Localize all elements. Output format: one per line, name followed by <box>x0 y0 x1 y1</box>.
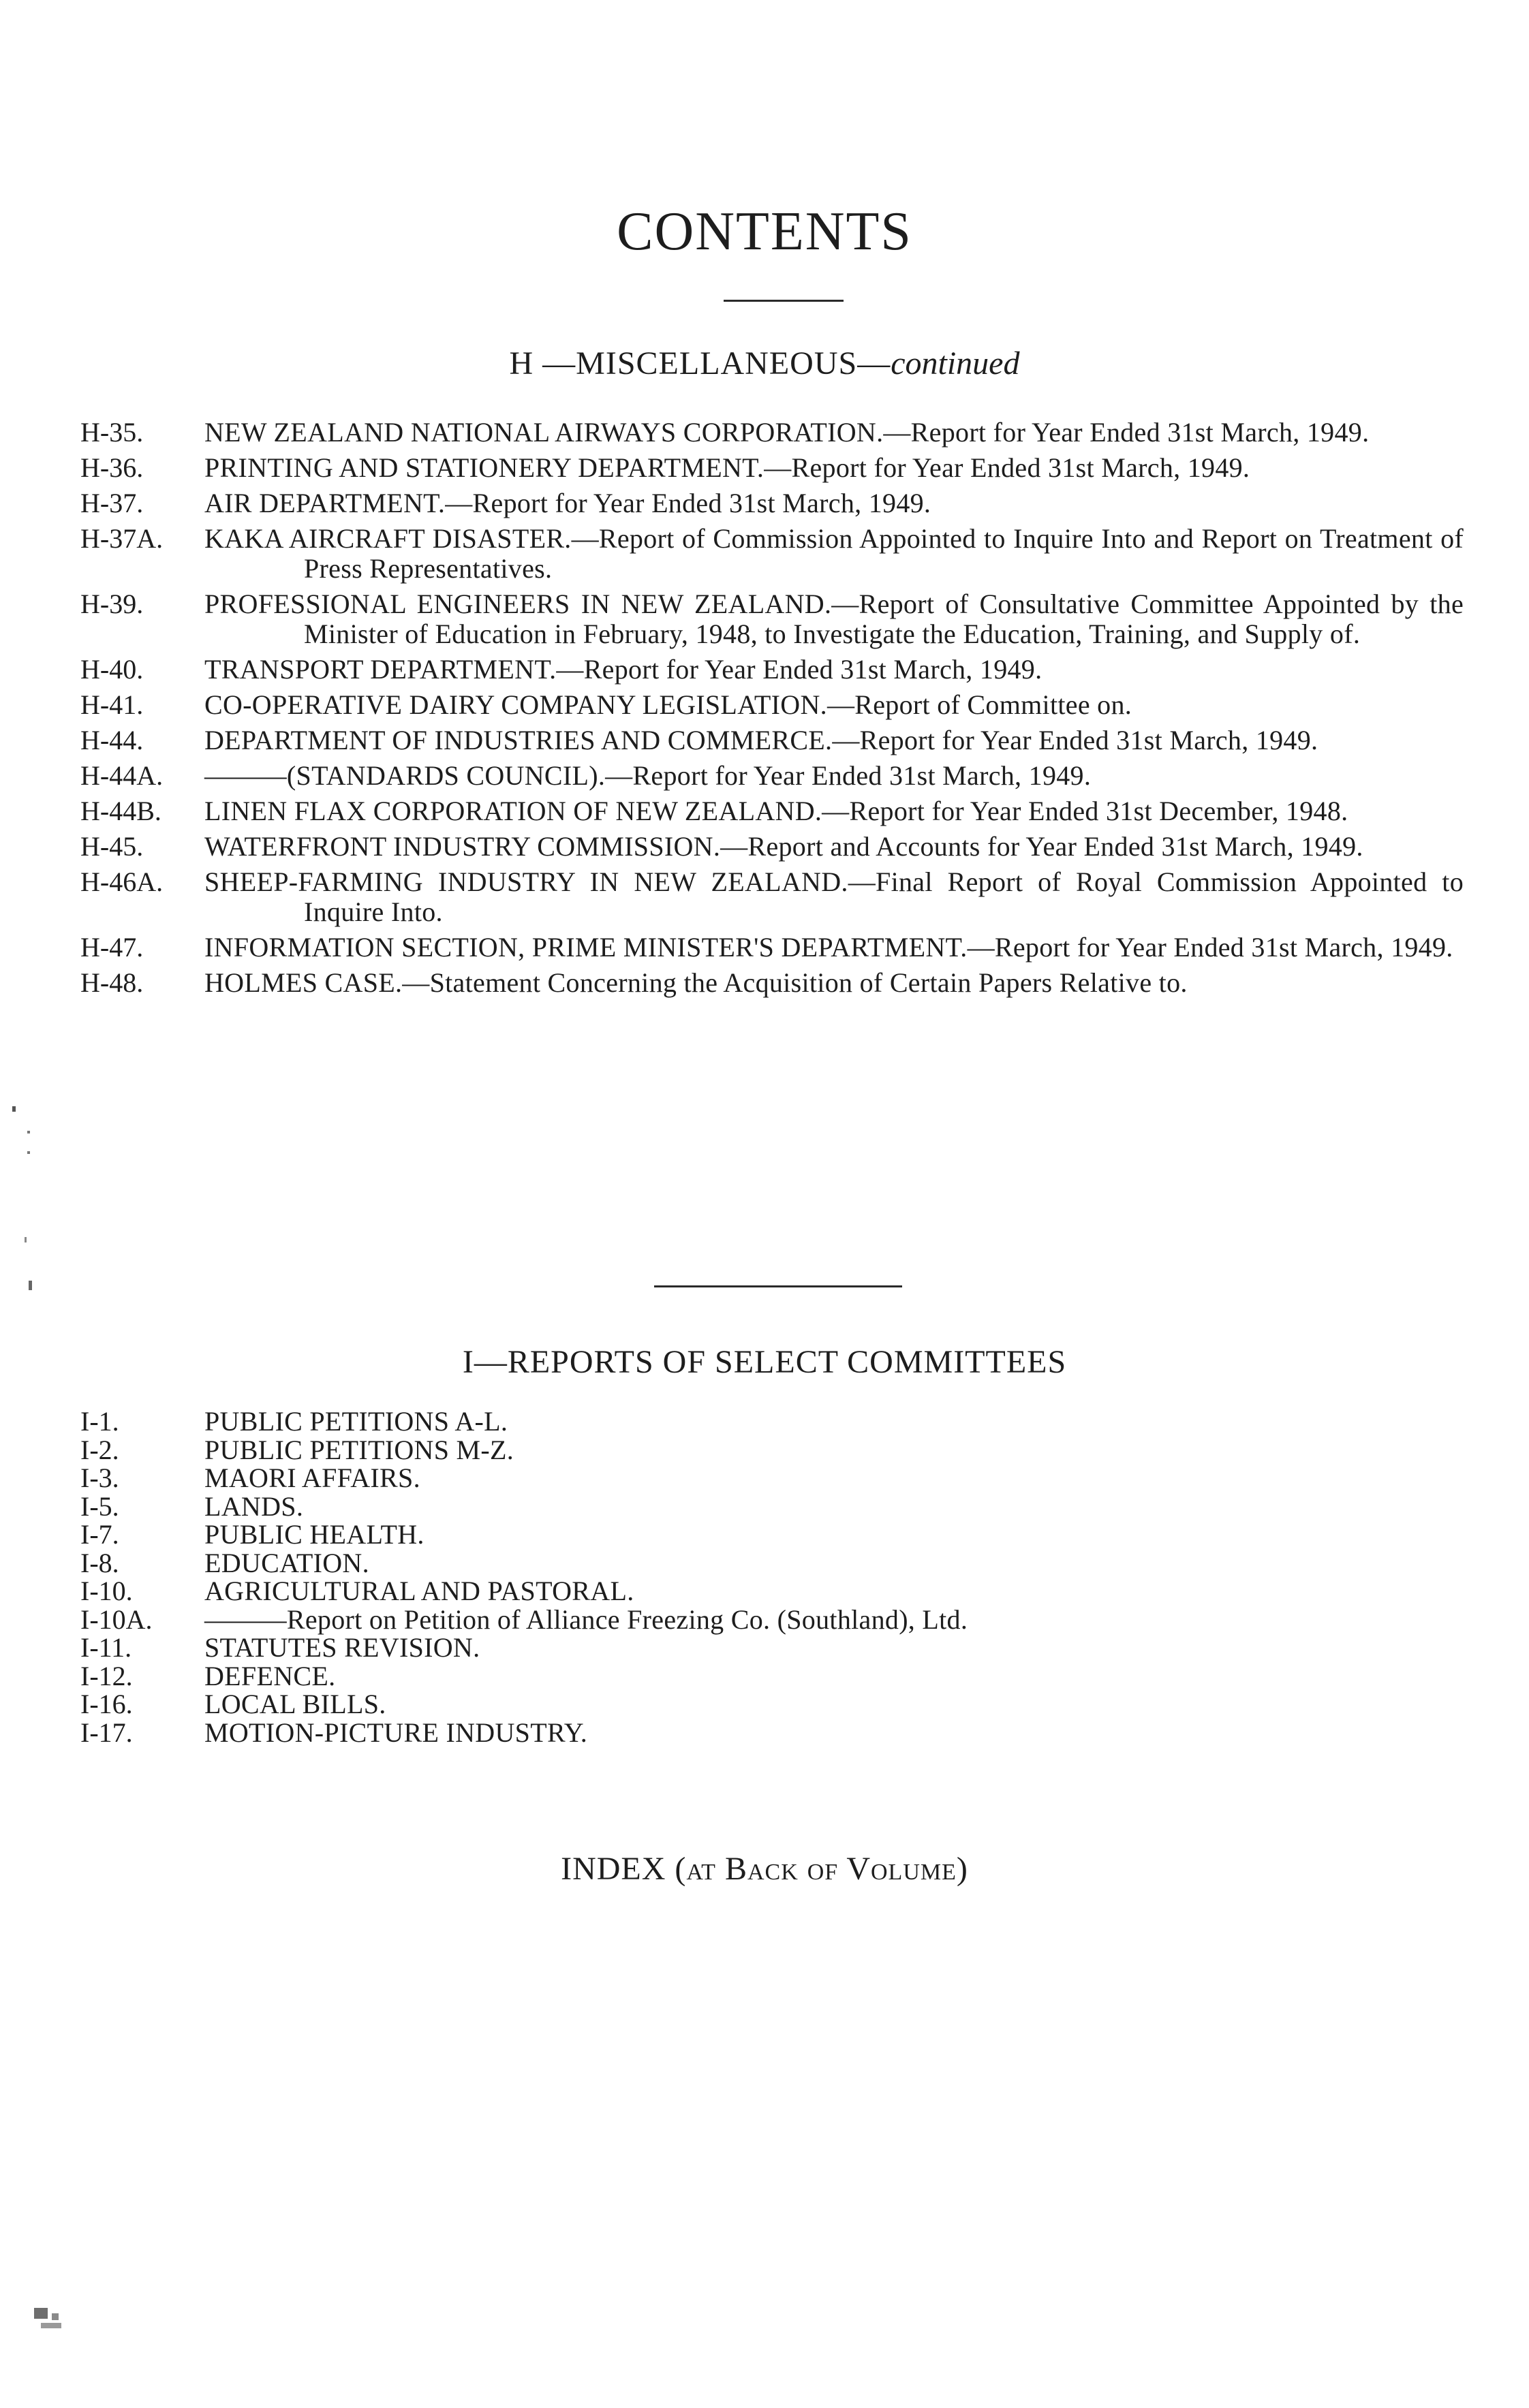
list-item <box>80 1719 1464 1747</box>
entry-code: I-3. <box>80 1463 119 1493</box>
list-item <box>80 589 1464 649</box>
entry-text: PUBLIC PETITIONS A-L. <box>204 1406 508 1437</box>
entry-text: ———Report on Petition of Alliance Freezing Co. (Southland), Ltd. <box>204 1604 968 1635</box>
list-item <box>80 453 1464 483</box>
entry-code: I-10. <box>80 1576 133 1606</box>
entry-text: DEFENCE. <box>204 1660 336 1691</box>
list-item <box>80 1464 1464 1492</box>
list-item <box>80 1662 1464 1691</box>
scan-speck <box>27 1151 30 1154</box>
list-item <box>80 1549 1464 1578</box>
entry-code: H-41. <box>80 689 144 720</box>
entry-text: AIR DEPARTMENT.—Report for Year Ended 31st March, 1949. <box>204 488 931 518</box>
entry-code: H-37. <box>80 488 144 518</box>
entry-text: DEPARTMENT OF INDUSTRIES AND COMMERCE.—Report for Year Ended 31st March, 1949. <box>204 725 1318 755</box>
scan-speck <box>52 2313 59 2320</box>
scan-speck <box>12 1106 16 1112</box>
index-note <box>0 1853 1529 1886</box>
entry-text: LANDS. <box>204 1490 304 1522</box>
entry-code: H-39. <box>80 589 144 619</box>
scan-speck <box>25 1237 27 1242</box>
index-prefix: INDEX ( <box>561 1851 687 1887</box>
scan-speck <box>29 1281 32 1290</box>
list-item <box>80 690 1464 720</box>
entry-code: H-46A. <box>80 866 164 897</box>
scan-speck <box>34 2308 48 2319</box>
entry-code: I-2. <box>80 1434 119 1465</box>
entry-code: H-35. <box>80 417 144 448</box>
section-h-list <box>80 418 1464 1003</box>
section-h-heading-continued: continued <box>891 345 1020 381</box>
list-item <box>80 1577 1464 1606</box>
entry-text: AGRICULTURAL AND PASTORAL. <box>204 1576 634 1606</box>
index-suffix: ) <box>956 1851 968 1887</box>
entry-text: KAKA AIRCRAFT DISASTER.—Report of Commission Appointed to Inquire Into and Report on Treatment of Press Representatives. <box>204 523 1464 584</box>
list-item <box>80 725 1464 755</box>
entry-text: SHEEP-FARMING INDUSTRY IN NEW ZEALAND.—Final Report of Royal Commission Appointed to Inquire Into. <box>204 866 1464 927</box>
entry-code: I-16. <box>80 1689 133 1719</box>
section-i-heading: I—REPORTS OF SELECT COMMITTEES <box>462 1344 1067 1380</box>
entry-code: I-12. <box>80 1660 133 1691</box>
list-item <box>80 1520 1464 1549</box>
title-rule <box>724 300 844 302</box>
list-item <box>80 488 1464 518</box>
entry-text: PROFESSIONAL ENGINEERS IN NEW ZEALAND.—Report of Consultative Committee Appointed by the Minister of Education in February, 1948, to Investigate the Education, Training, and Supply of. <box>204 589 1464 649</box>
list-item <box>80 418 1464 448</box>
entry-text: MOTION-PICTURE INDUSTRY. <box>204 1717 588 1748</box>
section-h-heading-text: H —MISCELLANEOUS— <box>509 345 891 381</box>
list-item <box>80 761 1464 791</box>
list-item <box>80 1606 1464 1634</box>
index-location: at Back of Volume <box>686 1851 957 1887</box>
page-title: CONTENTS <box>617 202 912 262</box>
list-item <box>80 867 1464 927</box>
entry-text: PRINTING AND STATIONERY DEPARTMENT.—Report for Year Ended 31st March, 1949. <box>204 452 1250 483</box>
entry-code: I-7. <box>80 1519 119 1550</box>
entry-code: H-44. <box>80 725 144 755</box>
entry-text: CO-OPERATIVE DAIRY COMPANY LEGISLATION.—Report of Committee on. <box>204 689 1132 720</box>
entry-text: LOCAL BILLS. <box>204 1689 386 1719</box>
entry-code: I-8. <box>80 1547 119 1578</box>
entry-code: H-47. <box>80 932 144 963</box>
entry-text: WATERFRONT INDUSTRY COMMISSION.—Report and Accounts for Year Ended 31st March, 1949. <box>204 831 1363 862</box>
section-i-list <box>80 1407 1464 1747</box>
entry-code: I-1. <box>80 1406 119 1437</box>
list-item <box>80 1436 1464 1465</box>
entry-code: H-36. <box>80 452 144 483</box>
list-item <box>80 524 1464 584</box>
list-item <box>80 1633 1464 1662</box>
entry-text: STATUTES REVISION. <box>204 1632 480 1663</box>
entry-text: ———(STANDARDS COUNCIL).—Report for Year Ended 31st March, 1949. <box>204 760 1092 791</box>
entry-code: H-37A. <box>80 523 164 554</box>
entry-code: I-11. <box>80 1632 132 1663</box>
entry-text: TRANSPORT DEPARTMENT.—Report for Year Ended 31st March, 1949. <box>204 654 1042 685</box>
entry-code: H-44A. <box>80 760 164 791</box>
list-item <box>80 933 1464 963</box>
scan-speck <box>27 1131 30 1133</box>
list-item <box>80 796 1464 826</box>
entry-code: I-17. <box>80 1717 133 1748</box>
entry-code: H-40. <box>80 654 144 685</box>
list-item <box>80 1492 1464 1521</box>
entry-text: PUBLIC PETITIONS M-Z. <box>204 1434 514 1465</box>
list-item <box>80 655 1464 685</box>
entry-text: MAORI AFFAIRS. <box>204 1463 420 1493</box>
entry-text: PUBLIC HEALTH. <box>204 1519 424 1550</box>
entry-code: I-5. <box>80 1490 119 1522</box>
entry-text: EDUCATION. <box>204 1547 369 1578</box>
section-divider <box>654 1285 902 1287</box>
entry-code: H-44B. <box>80 796 161 826</box>
list-item <box>80 832 1464 862</box>
entry-code: H-45. <box>80 831 144 862</box>
scan-speck <box>41 2323 61 2328</box>
entry-text: LINEN FLAX CORPORATION OF NEW ZEALAND.—Report for Year Ended 31st December, 1948. <box>204 796 1348 826</box>
entry-text: INFORMATION SECTION, PRIME MINISTER'S DEPARTMENT.—Report for Year Ended 31st March, 1949. <box>204 932 1453 963</box>
entry-text: NEW ZEALAND NATIONAL AIRWAYS CORPORATION.—Report for Year Ended 31st March, 1949. <box>204 417 1370 448</box>
list-item <box>80 1690 1464 1719</box>
list-item <box>80 1407 1464 1436</box>
list-item <box>80 968 1464 998</box>
section-h-heading <box>0 347 1529 380</box>
entry-text: HOLMES CASE.—Statement Concerning the Acquisition of Certain Papers Relative to. <box>204 967 1188 998</box>
entry-code: H-48. <box>80 967 144 998</box>
entry-code: I-10A. <box>80 1604 153 1635</box>
